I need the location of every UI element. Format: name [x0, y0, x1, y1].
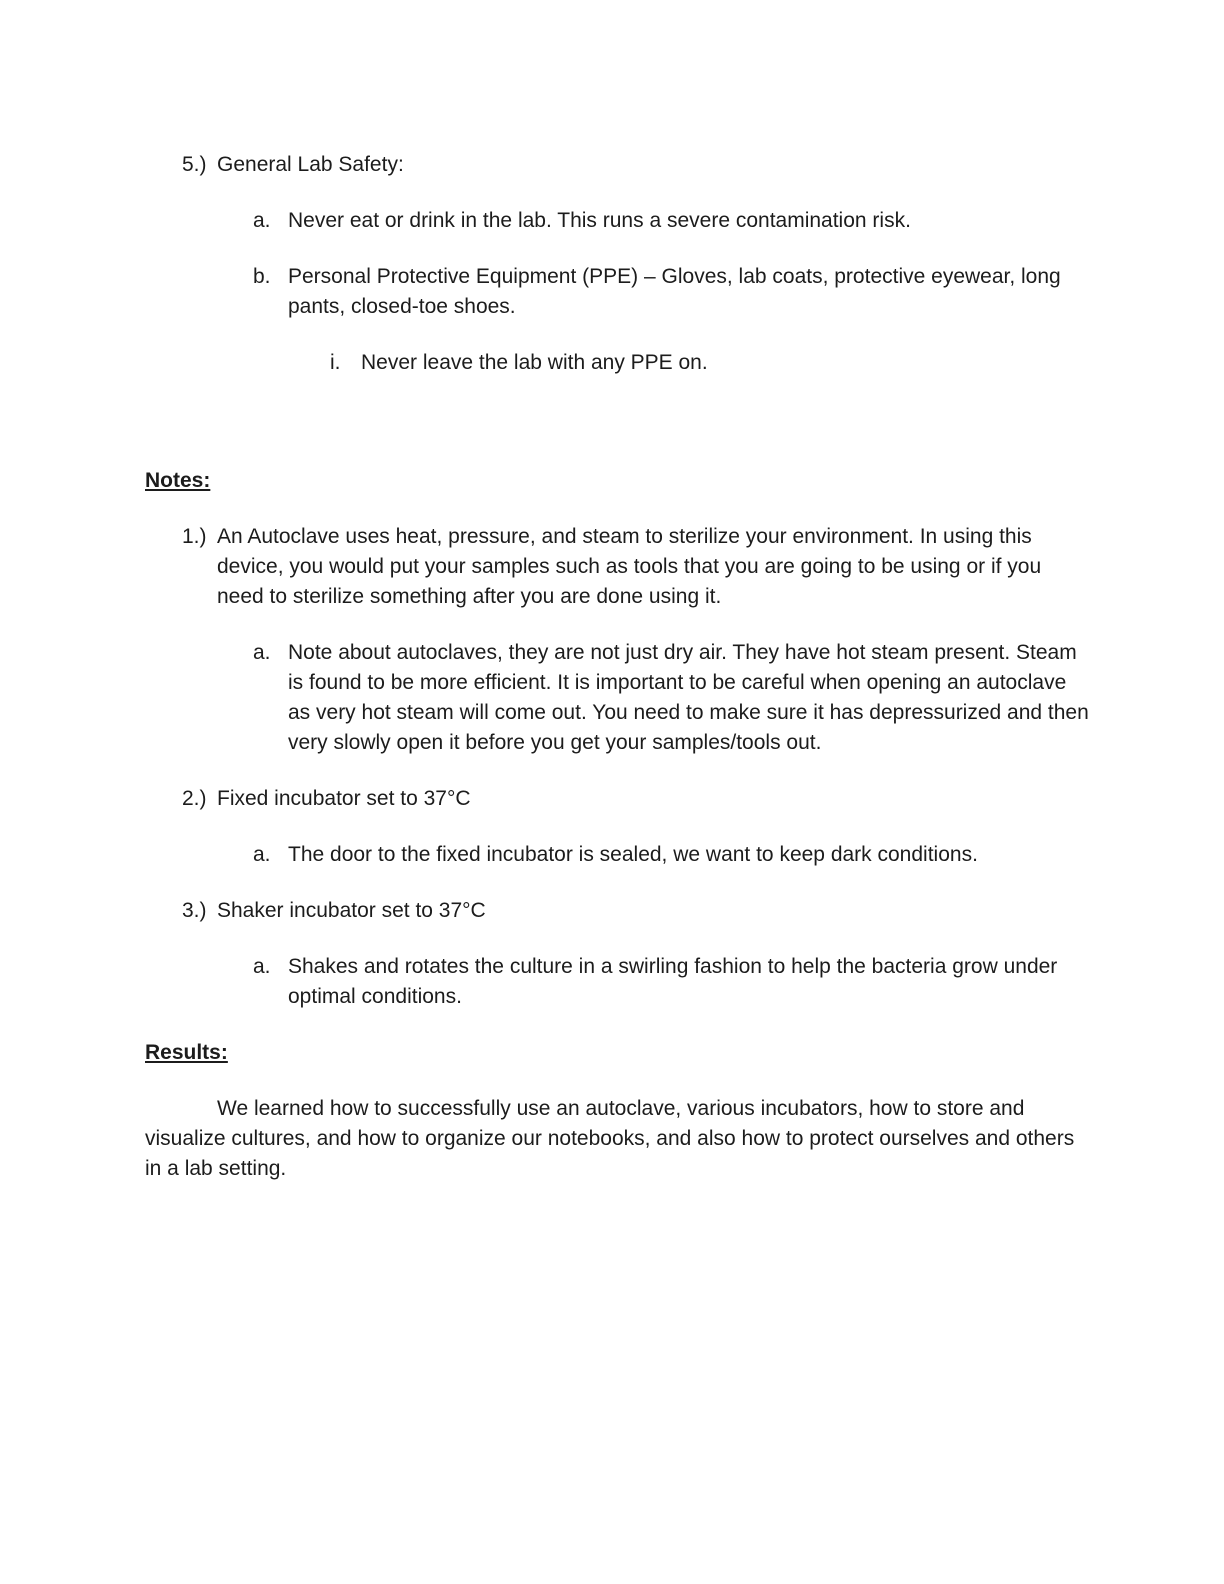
- list-marker: 5.): [182, 153, 207, 176]
- notes-item-3a: [253, 952, 1090, 1012]
- section-notes: [145, 522, 1090, 1038]
- list-item-text: The door to the fixed incubator is sealed, we want to keep dark conditions.: [288, 843, 978, 866]
- list-item-5a: [253, 206, 1090, 236]
- list-item-text: General Lab Safety:: [217, 153, 404, 176]
- notes-item-3: [182, 896, 1090, 926]
- list-item-text: Never eat or drink in the lab. This runs a severe contamination risk.: [288, 209, 911, 232]
- list-marker: 1.): [182, 525, 207, 548]
- list-marker: a.: [253, 843, 271, 866]
- list-marker: 3.): [182, 899, 207, 922]
- list-marker: i.: [330, 351, 341, 374]
- list-item-text: Shaker incubator set to 37°C: [217, 899, 486, 922]
- list-marker: b.: [253, 265, 271, 288]
- section-general-lab-safety: [145, 150, 1090, 404]
- list-item-text: Shakes and rotates the culture in a swirling fashion to help the bacteria grow under optimal conditions.: [288, 955, 1058, 1008]
- list-item-text: An Autoclave uses heat, pressure, and steam to sterilize your environment. In using this device, you would put your samples such as tools that you are going to be using or if you need to sterilize something after you are done using it.: [217, 525, 1042, 608]
- list-item-5b-i: [330, 348, 1090, 378]
- list-marker: a.: [253, 955, 271, 978]
- list-item-text: Personal Protective Equipment (PPE) – Gloves, lab coats, protective eyewear, long pants, closed-toe shoes.: [288, 265, 1061, 318]
- list-item-text: Note about autoclaves, they are not just dry air. They have hot steam present. Steam is found to be more efficient. It is important to be careful when opening an autoclave as very hot steam will come out. You need to make sure it has depressurized and then very slowly open it before you get your samples/tools out.: [288, 641, 1089, 754]
- list-item-text: Fixed incubator set to 37°C: [217, 787, 471, 810]
- list-item-text: Never leave the lab with any PPE on.: [361, 351, 708, 374]
- notes-item-1a: [253, 638, 1090, 758]
- list-item-5: [182, 150, 1090, 180]
- notes-item-2: [182, 784, 1090, 814]
- notes-item-1: [182, 522, 1090, 612]
- notes-item-2a: [253, 840, 1090, 870]
- results-paragraph: We learned how to successfully use an autoclave, various incubators, how to store and visualize cultures, and how to organize our notebooks, and also how to protect ourselves and others in a lab setting.: [145, 1097, 1075, 1180]
- list-marker: a.: [253, 641, 271, 664]
- list-marker: 2.): [182, 787, 207, 810]
- list-item-5b: [253, 262, 1090, 322]
- results-heading: Results:: [145, 1041, 228, 1064]
- notes-heading: Notes:: [145, 469, 211, 492]
- list-marker: a.: [253, 209, 271, 232]
